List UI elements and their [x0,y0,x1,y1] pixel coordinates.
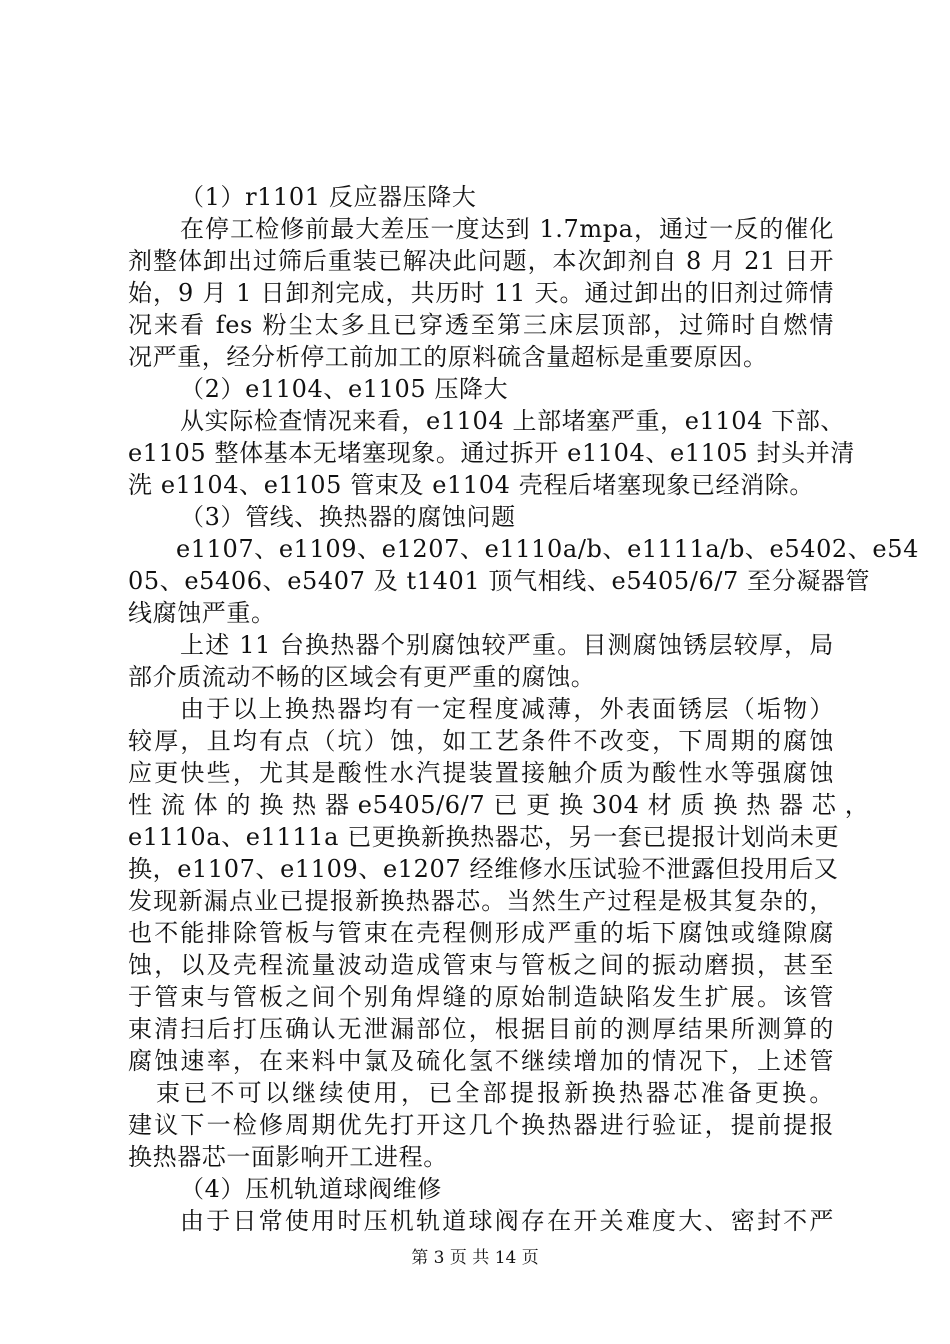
page-footer: 第 3 页 共 14 页 [411,1248,539,1268]
paragraph-line: 蚀，以及壳程流量波动造成管束与管板之间的振动磨损，甚至 [128,951,834,979]
paragraph-line: 洗 e1104、e1105 管束及 e1104 壳程后堵塞现象已经消除。 [128,471,814,499]
paragraph-line: 应更快些，尤其是酸性水汽提装置接触介质为酸性水等强腐蚀 [128,759,834,787]
section-heading-2: （2）e1104、e1105 压降大 [180,375,509,403]
paragraph-line: 也不能排除管板与管束在壳程侧形成严重的垢下腐蚀或缝隙腐 [128,919,834,947]
paragraph-line: 在停工检修前最大差压一度达到 1.7mpa，通过一反的催化 [180,215,834,243]
paragraph-line: 腐蚀速率，在来料中氯及硫化氢不继续增加的情况下，上述管 [128,1047,834,1075]
paragraph-line: 束已不可以继续使用，已全部提报新换热器芯准备更换。 [156,1079,834,1107]
paragraph-line: 05、e5406、e5407 及 t1401 顶气相线、e5405/6/7 至分凝器管 [128,567,871,595]
paragraph-line: 发现新漏点业已提报新换热器芯。当然生产过程是极其复杂的， [128,887,834,915]
section-heading-4: （4）压机轨道球阀维修 [180,1175,442,1203]
paragraph-line: 束清扫后打压确认无泄漏部位，根据目前的测厚结果所测算的 [128,1015,834,1043]
section-heading-1: （1）r1101 反应器压降大 [180,183,477,211]
paragraph-line: 性 流 体 的 换 热 器 e5405/6/7 已 更 换 304 材 质 换 热 器 芯 ， [128,791,870,819]
paragraph-line: 部介质流动不畅的区域会有更严重的腐蚀。 [128,663,596,691]
section-heading-3: （3）管线、换热器的腐蚀问题 [180,503,516,531]
paragraph-line: 较厚，且均有点（坑）蚀，如工艺条件不改变，下周期的腐蚀 [128,727,834,755]
paragraph-line: 从实际检查情况来看，e1104 上部堵塞严重，e1104 下部、 [180,407,846,435]
paragraph-line: e1107、e1109、e1207、e1110a/b、e1111a/b、e5402、e54 [176,535,919,563]
paragraph-line: e1105 整体基本无堵塞现象。通过拆开 e1104、e1105 封头并清 [128,439,855,467]
paragraph-line: 剂整体卸出过筛后重装已解决此问题，本次卸剂自 8 月 21 日开 [128,247,834,275]
paragraph-line: 换，e1107、e1109、e1207 经维修水压试验不泄露但投用后又 [128,855,839,883]
paragraph-line: 始，9 月 1 日卸剂完成，共历时 11 天。通过卸出的旧剂过筛情 [128,279,834,307]
paragraph-line: 于管束与管板之间个别角焊缝的原始制造缺陷发生扩展。该管 [128,983,834,1011]
paragraph-line: e1110a、e1111a 已更换新换热器芯，另一套已提报计划尚未更 [128,823,840,851]
paragraph-line: 况来看 fes 粉尘太多且已穿透至第三床层顶部，过筛时自燃情 [128,311,834,339]
paragraph-line: 换热器芯一面影响开工进程。 [128,1143,448,1171]
paragraph-line: 况严重，经分析停工前加工的原料硫含量超标是重要原因。 [128,343,768,371]
paragraph-line: 由于日常使用时压机轨道球阀存在开关难度大、密封不严 [180,1207,834,1235]
paragraph-line: 线腐蚀严重。 [128,599,276,627]
paragraph-line: 建议下一检修周期优先打开这几个换热器进行验证，提前提报 [128,1111,834,1139]
paragraph-line: 上述 11 台换热器个别腐蚀较严重。目测腐蚀锈层较厚，局 [180,631,834,659]
paragraph-line: 由于以上换热器均有一定程度减薄，外表面锈层（垢物） [180,695,834,723]
